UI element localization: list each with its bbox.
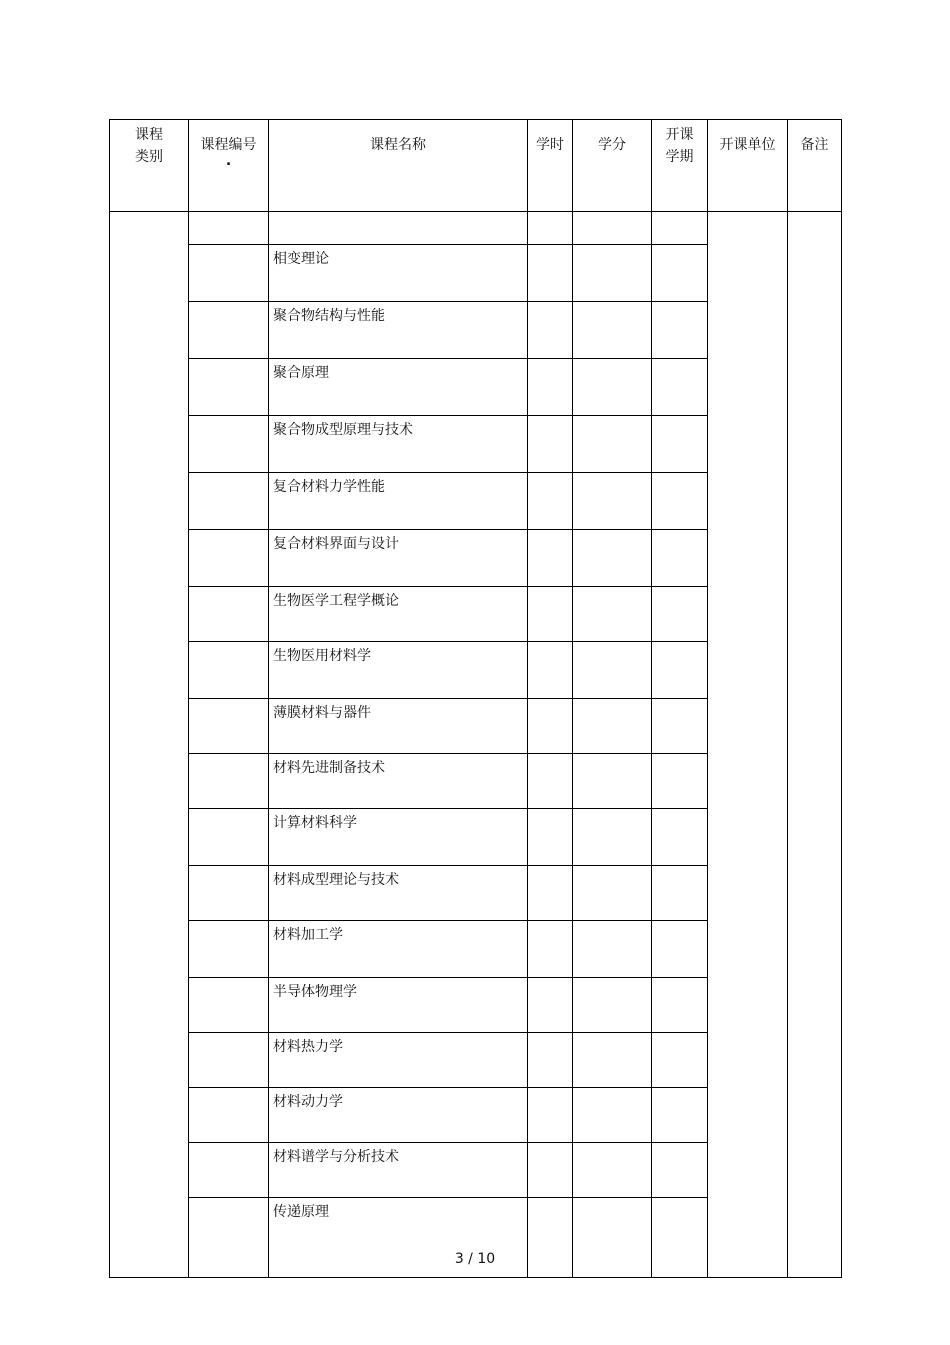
header-code-label: 课程编号 bbox=[200, 137, 257, 153]
header-name bbox=[269, 120, 528, 212]
code-cell bbox=[189, 809, 269, 866]
term-cell bbox=[652, 921, 708, 978]
course-name-cell: 聚合物结构与性能 bbox=[269, 302, 528, 359]
course-name-cell: 材料动力学 bbox=[269, 1088, 528, 1143]
code-cell bbox=[189, 473, 269, 530]
hours-cell bbox=[528, 642, 573, 699]
course-name-cell: 薄膜材料与器件 bbox=[269, 699, 528, 754]
code-cell bbox=[189, 530, 269, 587]
hours-cell bbox=[528, 978, 573, 1033]
credits-cell bbox=[573, 245, 652, 302]
code-cell bbox=[189, 1143, 269, 1198]
credits-cell bbox=[573, 642, 652, 699]
header-hours-label: 学时 bbox=[536, 137, 564, 153]
header-row bbox=[110, 120, 842, 212]
code-cell bbox=[189, 642, 269, 699]
header-term-line1: 开课 bbox=[665, 127, 694, 143]
term-cell bbox=[652, 302, 708, 359]
header-remarks bbox=[788, 120, 842, 212]
hours-cell bbox=[528, 212, 573, 245]
course-name-cell: 材料加工学 bbox=[269, 921, 528, 978]
code-cell bbox=[189, 1088, 269, 1143]
term-cell bbox=[652, 809, 708, 866]
credits-cell bbox=[573, 302, 652, 359]
header-term-line2: 学期 bbox=[665, 149, 694, 165]
course-name-cell: 生物医用材料学 bbox=[269, 642, 528, 699]
credits-cell bbox=[573, 359, 652, 416]
course-name-cell: 计算材料科学 bbox=[269, 809, 528, 866]
course-name-cell: 材料谱学与分析技术 bbox=[269, 1143, 528, 1198]
hours-cell bbox=[528, 473, 573, 530]
credits-cell bbox=[573, 587, 652, 642]
header-category-line1: 课程 bbox=[135, 127, 163, 143]
hours-cell bbox=[528, 245, 573, 302]
code-cell bbox=[189, 212, 269, 245]
header-term bbox=[652, 120, 708, 212]
course-name-cell: 复合材料界面与设计 bbox=[269, 530, 528, 587]
course-name-cell: 传递原理 bbox=[269, 1198, 528, 1278]
credits-cell bbox=[573, 699, 652, 754]
term-cell bbox=[652, 587, 708, 642]
credits-cell bbox=[573, 1143, 652, 1198]
credits-cell bbox=[573, 530, 652, 587]
credits-cell bbox=[573, 978, 652, 1033]
code-cell bbox=[189, 866, 269, 921]
course-name-cell: 材料热力学 bbox=[269, 1033, 528, 1088]
code-cell bbox=[189, 754, 269, 809]
table-row bbox=[110, 212, 842, 245]
credits-cell bbox=[573, 212, 652, 245]
hours-cell bbox=[528, 302, 573, 359]
header-category bbox=[110, 120, 189, 212]
term-cell bbox=[652, 866, 708, 921]
hours-cell bbox=[528, 866, 573, 921]
remarks-cell bbox=[788, 212, 842, 1278]
hours-cell bbox=[528, 1033, 573, 1088]
term-cell bbox=[652, 699, 708, 754]
header-code-mark: . bbox=[225, 153, 232, 169]
course-name-cell: 材料成型理论与技术 bbox=[269, 866, 528, 921]
term-cell bbox=[652, 1143, 708, 1198]
code-cell bbox=[189, 978, 269, 1033]
header-category-line2: 类别 bbox=[135, 149, 163, 165]
hours-cell bbox=[528, 1143, 573, 1198]
credits-cell bbox=[573, 754, 652, 809]
credits-cell bbox=[573, 416, 652, 473]
header-code bbox=[189, 120, 269, 212]
course-name-cell: 聚合物成型原理与技术 bbox=[269, 416, 528, 473]
credits-cell bbox=[573, 921, 652, 978]
course-name-cell: 相变理论 bbox=[269, 245, 528, 302]
header-credits-label: 学分 bbox=[598, 137, 626, 153]
hours-cell bbox=[528, 754, 573, 809]
hours-cell bbox=[528, 416, 573, 473]
term-cell bbox=[652, 473, 708, 530]
header-unit bbox=[708, 120, 788, 212]
credits-cell bbox=[573, 1033, 652, 1088]
code-cell bbox=[189, 699, 269, 754]
term-cell bbox=[652, 754, 708, 809]
credits-cell bbox=[573, 809, 652, 866]
course-table bbox=[109, 119, 842, 1278]
term-cell bbox=[652, 1033, 708, 1088]
credits-cell bbox=[573, 866, 652, 921]
course-name-cell: 复合材料力学性能 bbox=[269, 473, 528, 530]
term-cell bbox=[652, 212, 708, 245]
term-cell bbox=[652, 642, 708, 699]
term-cell bbox=[652, 416, 708, 473]
code-cell bbox=[189, 359, 269, 416]
header-name-label: 课程名称 bbox=[370, 137, 426, 153]
hours-cell bbox=[528, 921, 573, 978]
credits-cell bbox=[573, 473, 652, 530]
course-name-cell: 材料先进制备技术 bbox=[269, 754, 528, 809]
term-cell bbox=[652, 978, 708, 1033]
hours-cell bbox=[528, 530, 573, 587]
term-cell bbox=[652, 359, 708, 416]
hours-cell bbox=[528, 359, 573, 416]
unit-cell bbox=[708, 212, 788, 1278]
hours-cell bbox=[528, 1088, 573, 1143]
page-number: 3 / 10 bbox=[454, 1251, 496, 1267]
code-cell bbox=[189, 416, 269, 473]
term-cell bbox=[652, 1088, 708, 1143]
term-cell bbox=[652, 530, 708, 587]
header-credits bbox=[573, 120, 652, 212]
code-cell bbox=[189, 1033, 269, 1088]
course-name-cell bbox=[269, 212, 528, 245]
header-hours bbox=[528, 120, 573, 212]
code-cell bbox=[189, 302, 269, 359]
category-cell bbox=[110, 212, 189, 1278]
course-name-cell: 聚合原理 bbox=[269, 359, 528, 416]
hours-cell bbox=[528, 587, 573, 642]
header-unit-label: 开课单位 bbox=[719, 137, 776, 153]
course-name-cell: 生物医学工程学概论 bbox=[269, 587, 528, 642]
code-cell bbox=[189, 587, 269, 642]
code-cell bbox=[189, 921, 269, 978]
credits-cell bbox=[573, 1088, 652, 1143]
header-remarks-label: 备注 bbox=[800, 137, 829, 153]
hours-cell bbox=[528, 809, 573, 866]
hours-cell bbox=[528, 699, 573, 754]
term-cell bbox=[652, 245, 708, 302]
course-name-cell: 半导体物理学 bbox=[269, 978, 528, 1033]
code-cell bbox=[189, 245, 269, 302]
